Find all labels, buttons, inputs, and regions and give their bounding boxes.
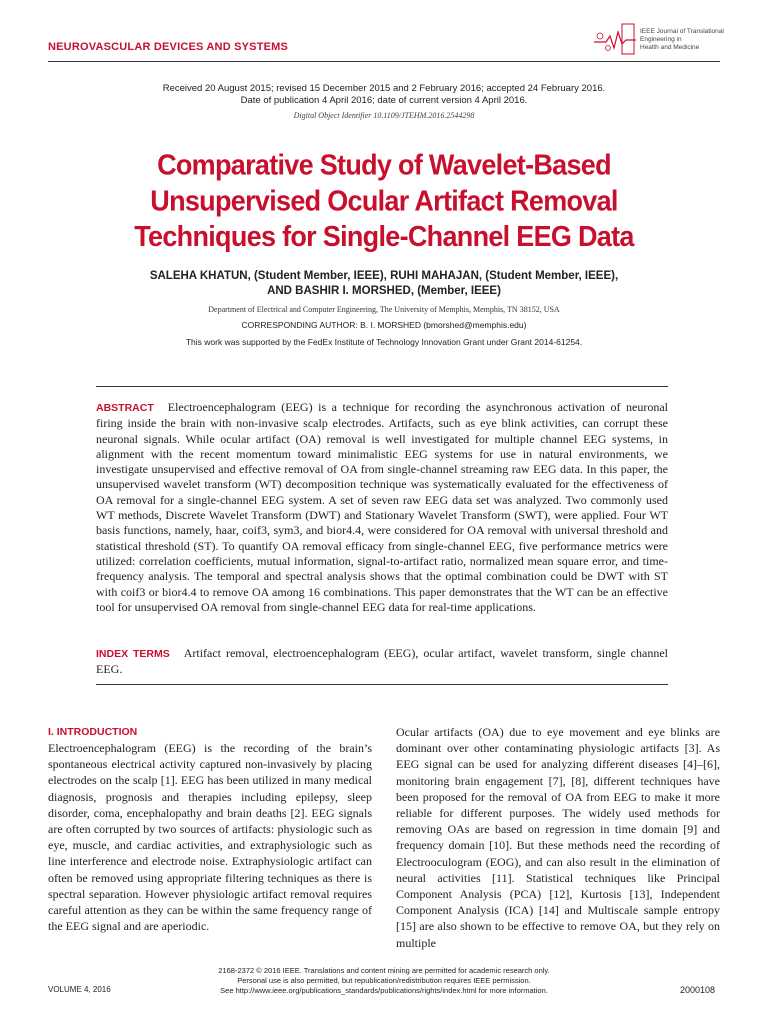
authors-line: AND BASHIR I. MORSHED, (Member, IEEE): [267, 285, 501, 297]
title-line: Techniques for Single-Channel EEG Data: [134, 220, 634, 253]
abstract-bottom-rule: [96, 684, 668, 685]
footer-volume: VOLUME 4, 2016: [48, 985, 111, 994]
funding-note: This work was supported by the FedEx Institute of Technology Innovation Grant under Grant 2014-61254.: [185, 337, 583, 347]
footer-copyright: [0, 966, 768, 995]
publication-dates: [0, 83, 768, 106]
corresponding-author: CORRESPONDING AUTHOR: B. I. MORSHED (bmorshed@memphis.edu): [241, 320, 527, 330]
title-line: Comparative Study of Wavelet-Based: [157, 149, 611, 182]
logo-line: Health and Medicine: [640, 44, 700, 51]
copyright-line: 2168-2372 © 2016 IEEE. Translations and content mining are permitted for academic research only.: [218, 966, 550, 975]
dates-line: Received 20 August 2015; revised 15 December 2015 and 2 February 2016; accepted 24 February 2016.: [162, 83, 606, 94]
affiliation: Department of Electrical and Computer Engineering, The University of Memphis, Memphis, TN 38152, USA: [208, 305, 560, 314]
body-column-right: [396, 724, 720, 951]
abstract-text: Electroencephalogram (EEG) is a technique for recording the asynchronous activation of neuronal firing inside the brain with non-invasive scalp electrodes. Artifacts, such as eye blink activities, can corrupt these neuronal signals. While ocular artifact (OA) removal is well investigated for multiple channel EEG systems, in alignment with the recent momentum toward minimalistic EEG systems for use in natural environments, we investigate unsupervised and effective removal of OA from single-channel streaming raw EEG data. In this paper, the unsupervised wavelet transform (WT) decomposition technique was systematically evaluated for the effectiveness of OA removal for a single-channel EEG system. A set of seven raw EEG data set was analyzed. Two commonly used WT methods, Discrete Wavelet Transform (DWT) and Stationary Wavelet Transform (SWT), were applied. Four WT basis functions, namely, haar, coif3, sym3, and bior4.4, were considered for OA removal with universal threshold and statistical threshold (ST). To quantify OA removal efficacy from single-channel EEG, five performance metrics were utilized: correlation coefficients, mutual information, signal-to-artifact ratio, normalized mean square error, and time-frequency analysis. The temporal and spectral analysis shows that the optimal combination could be DWT with ST with coif3 or bior4.4 to remove OA among 16 combinations. This paper demonstrates that the WT can be an effective tool for unsupervised OA removal from single-channel EEG data for real-time applications.: [96, 400, 668, 614]
doi: Digital Object Identifier 10.1109/JTEHM.2016.2544298: [293, 111, 475, 120]
copyright-line: Personal use is also permitted, but republication/redistribution requires IEEE permission.: [237, 975, 531, 985]
index-terms-text: Artifact removal, electroencephalogram (EEG), ocular artifact, wavelet transform, single channel EEG.: [96, 646, 668, 677]
index-terms-label: INDEX TERMS: [96, 648, 170, 660]
intro-text-right: Ocular artifacts (OA) due to eye movement and eye blinks are dominant over other contaminating physiologic artifacts [3]. As EEG signal can be used for analyzing different diseases [4]–[6], monitoring brain engagement [7], [8], different techniques have been proposed for the removal of OA from EEG to make it more reliable for different purposes. The widely used methods for removing OAs are based on regression in time domain [9] and frequency domain [10]. But these methods need the recording of Electrooculogram (EOG), and can also result in the elimination of neural activities [11]. Statistical techniques like Principal Component Analysis (PCA) [12], Kurtosis [13], Independent Component Analysis (ICA) [14] and Multiscale sample entropy [15] are also shown to be effective to remove OA, but they rely on multiple: [396, 725, 720, 950]
authors: [60, 269, 708, 299]
abstract-top-rule: [96, 386, 668, 387]
logo-line: Engineering in: [640, 36, 682, 43]
section-label: NEUROVASCULAR DEVICES AND SYSTEMS: [48, 41, 289, 53]
intro-text-left: Electroencephalogram (EEG) is the recording of the brain’s spontaneous electrical activity captured non-invasively by placing electrodes on the scalp [1]. EEG has been utilized in many medical diagnosis, prognosis and therapies including epilepsy, sleep disorder, coma, encephalopathy and brain deaths [2]. EEG signals are often corrupted by two sources of artifacts: physiologic such as eye, muscle, and cardiac activities, and extraphysiologic such as line interference and electrode noise. Extraphysiologic artifact can often be removed using appropriate filtering techniques as there is spectral separation. However physiologic artifact removal requires careful attention as they can be within the same frequency range of the EEG signal and are aperiodic.: [48, 741, 372, 934]
journal-logo-text: [640, 28, 724, 52]
page-number: 2000108: [680, 985, 716, 995]
logo-line: IEEE Journal of Translational: [640, 28, 724, 35]
abstract-label: ABSTRACT: [96, 402, 154, 414]
title-line: Unsupervised Ocular Artifact Removal: [150, 185, 618, 217]
abstract: [96, 400, 668, 615]
dates-line: Date of publication 4 April 2016; date of current version 4 April 2016.: [240, 94, 528, 106]
copyright-line: See http://www.ieee.org/publications_standards/publications/rights/index.html for more information.: [220, 985, 548, 995]
paper-title: [60, 147, 708, 254]
body-column-left: [48, 724, 372, 934]
authors-line: SALEHA KHATUN, (Student Member, IEEE), RUHI MAHAJAN, (Student Member, IEEE),: [149, 270, 619, 282]
index-terms: [96, 646, 668, 678]
intro-heading: I. INTRODUCTION: [48, 726, 138, 738]
header-rule: [48, 61, 720, 62]
